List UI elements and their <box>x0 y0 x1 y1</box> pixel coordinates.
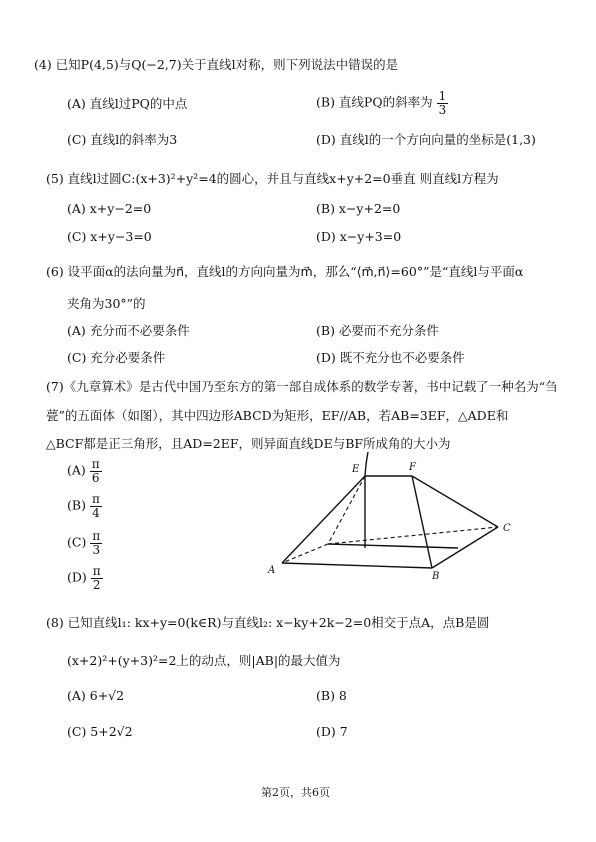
q7-option-b <box>67 493 102 519</box>
label-b: B <box>432 571 440 582</box>
q4-option-c: (C) 直线l的斜率为3 <box>67 132 178 147</box>
q6-option-c: (C) 充分必要条件 <box>67 350 166 365</box>
q7-stem-line2: 甍”的五面体（如图），其中四边形ABCD为矩形，EF//AB，若AB=3EF，△ADE和 <box>46 408 509 423</box>
q4-option-a: (A) 直线l过PQ的中点 <box>67 96 188 111</box>
q8-stem-line2: (x+2)²+(y+3)²=2上的动点，则|AB|的最大值为 <box>67 653 341 668</box>
option-label: (D) <box>67 569 87 585</box>
option-label: (A) <box>67 462 86 478</box>
q5-option-b: (B) x−y+2=0 <box>316 201 401 216</box>
fraction-denominator: 3 <box>438 102 447 117</box>
q6-stem-line1: (6) 设平面α的法向量为n⃗，直线l的方向向量为m⃗，那么“⟨m⃗,n⃗⟩=60°”是“直线l与平面α <box>46 264 524 279</box>
label-e: E <box>352 464 360 475</box>
mid-line <box>328 544 458 548</box>
q7-option-c <box>67 530 102 556</box>
q8-stem-line1: (8) 已知直线l₁: kx+y=0(k∈R)与直线l₂: x−ky+2k−2=0相交于点A，点B是圆 <box>46 615 490 630</box>
q7-stem-line1: (7)《九章算术》是古代中国乃至东方的第一部自成体系的数学专著，书中记载了一种名为“刍 <box>46 379 558 394</box>
edge-fb <box>412 476 432 568</box>
fraction-numerator: π <box>92 564 101 578</box>
q6-option-a: (A) 充分而不必要条件 <box>67 323 190 338</box>
q6-option-d: (D) 既不充分也不必要条件 <box>316 350 465 365</box>
fraction-numerator: π <box>92 529 101 543</box>
label-a: A <box>268 565 276 576</box>
q4-option-b-fraction <box>437 90 449 116</box>
fraction-numerator: π <box>91 492 100 506</box>
q8-option-d: (D) 7 <box>316 724 348 739</box>
q4-option-d: (D) 直线l的一个方向向量的坐标是(1,3) <box>316 132 536 147</box>
option-fraction <box>90 493 102 519</box>
edge-ea <box>282 476 365 563</box>
q6-option-b: (B) 必要而不充分条件 <box>316 323 439 338</box>
edge-fc <box>412 476 498 527</box>
q8-option-a: (A) 6+√2 <box>67 688 125 703</box>
fraction-denominator: 2 <box>92 577 101 592</box>
page-footer: 第2页，共6页 <box>261 786 330 799</box>
q7-option-a <box>67 458 102 484</box>
q4-stem: (4) 已知P(4,5)与Q(−2,7)关于直线l对称，则下列说法中错误的是 <box>34 57 399 72</box>
fraction-denominator: 3 <box>92 542 101 557</box>
fraction-denominator: 4 <box>92 505 100 520</box>
option-fraction <box>90 458 102 484</box>
option-fraction <box>90 530 102 556</box>
edge-ab <box>282 563 432 568</box>
option-label: (B) <box>67 497 86 513</box>
edge-dc-hidden <box>328 527 498 544</box>
polyhedron-figure <box>262 452 524 587</box>
vertical-stroke <box>365 452 368 476</box>
q6-stem-line2: 夹角为30°”的 <box>67 296 146 311</box>
fraction-numerator: π <box>91 457 100 471</box>
q4-option-b <box>316 90 448 116</box>
q8-option-b: (B) 8 <box>316 688 347 703</box>
q7-option-d <box>67 565 103 591</box>
q4-option-b-text: (B) 直线PQ的斜率为 <box>316 94 433 110</box>
q5-stem: (5) 直线l过圆C:(x+3)²+y²=4的圆心，并且与直线x+y+2=0垂直 则直线l方程为 <box>46 171 499 186</box>
fraction-numerator: 1 <box>438 89 447 103</box>
option-fraction <box>91 565 103 591</box>
label-c: C <box>503 523 511 534</box>
edge-da-hidden <box>282 544 328 563</box>
q5-option-d: (D) x−y+3=0 <box>316 229 402 244</box>
fraction-denominator: 6 <box>91 470 100 485</box>
q8-option-c: (C) 5+2√2 <box>67 724 133 739</box>
q7-stem-line3: △BCF都是正三角形，且AD=2EF，则异面直线DE与BF所成角的大小为 <box>46 436 451 451</box>
q5-option-a: (A) x+y−2=0 <box>67 201 152 216</box>
edge-ed-hidden <box>328 476 365 544</box>
q5-option-c: (C) x+y−3=0 <box>67 229 152 244</box>
option-label: (C) <box>67 534 87 550</box>
label-f: F <box>409 462 416 473</box>
